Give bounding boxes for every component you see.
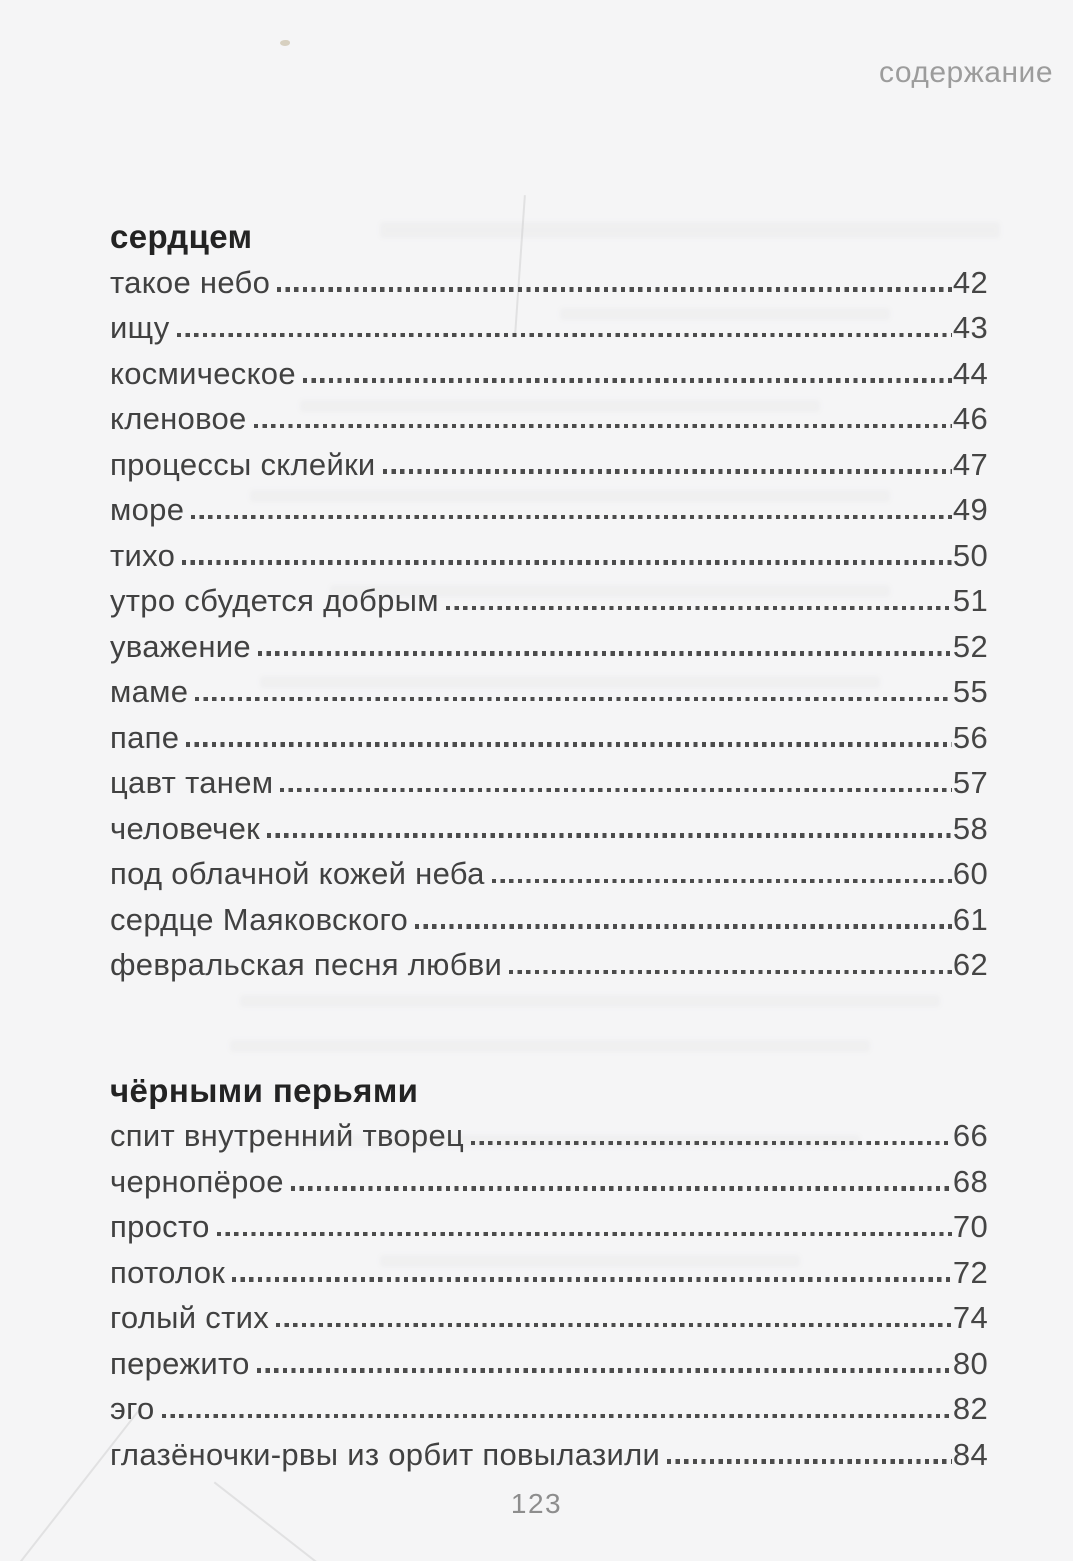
toc-entry	[110, 624, 988, 670]
toc-entry	[110, 1432, 988, 1478]
toc-entry	[110, 851, 988, 897]
toc-entry-page: 84	[952, 1436, 988, 1472]
toc-entry-page: 61	[952, 901, 988, 937]
toc-entry	[110, 1295, 988, 1341]
toc-entry-page: 80	[952, 1345, 988, 1381]
section-entries	[110, 1113, 988, 1477]
toc-entry-page: 60	[952, 856, 988, 891]
toc-entry-title: процессы склейки	[110, 446, 376, 482]
toc	[110, 214, 988, 1477]
running-head: содержание	[879, 56, 1053, 89]
toc-entry-page: 56	[952, 719, 988, 755]
toc-entry-title: человечек	[110, 810, 261, 846]
toc-entry-title: эго	[110, 1391, 155, 1426]
toc-entry-title: под облачной кожей неба	[110, 856, 485, 891]
section-title: чёрными перьями	[110, 1071, 419, 1109]
toc-entry	[110, 442, 988, 488]
toc-entry-title: уважение	[110, 628, 251, 664]
toc-entry-title: тихо	[110, 537, 176, 573]
toc-entry-title: февральская песня любви	[110, 947, 503, 982]
toc-entry-page: 70	[952, 1209, 988, 1244]
toc-entry-title: глазёночки-рвы из орбит повылазили	[110, 1436, 661, 1472]
toc-entry-title: просто	[110, 1209, 210, 1244]
toc-entry	[110, 806, 988, 852]
toc-entry-page: 55	[952, 674, 988, 709]
toc-entry	[110, 715, 988, 761]
toc-entry-title: маме	[110, 674, 189, 709]
toc-entry-title: спит внутренний творец	[110, 1118, 465, 1153]
toc-entry-page: 42	[952, 264, 988, 300]
toc-entry-title: такое небо	[110, 264, 271, 300]
toc-entry	[110, 942, 988, 988]
toc-entry-page: 46	[952, 401, 988, 436]
toc-entry-page: 51	[952, 583, 988, 618]
toc-entry-page: 44	[952, 355, 988, 391]
toc-entry-page: 72	[952, 1254, 988, 1290]
toc-entry-title: потолок	[110, 1254, 226, 1290]
toc-entry	[110, 1159, 988, 1205]
toc-entry-page: 68	[952, 1163, 988, 1199]
folio-page-number: 123	[510, 1488, 563, 1519]
toc-entry	[110, 305, 988, 351]
toc-entry-title: ищу	[110, 310, 170, 345]
toc-entry	[110, 669, 988, 715]
toc-entry-page: 49	[952, 492, 988, 527]
toc-entry-page: 57	[952, 765, 988, 800]
toc-entry	[110, 578, 988, 624]
toc-entry-page: 74	[952, 1300, 988, 1335]
section-entries	[110, 260, 988, 988]
toc-entry-title: утро сбудется добрым	[110, 583, 439, 618]
toc-entry-page: 62	[952, 947, 988, 982]
paper-speck	[280, 40, 290, 46]
toc-entry-page: 82	[952, 1391, 988, 1426]
toc-entry-title: сердце Маяковского	[110, 901, 409, 937]
toc-entry	[110, 260, 988, 306]
toc-entry-page: 50	[952, 537, 988, 573]
toc-entry	[110, 487, 988, 533]
toc-entry	[110, 1250, 988, 1296]
toc-entry	[110, 533, 988, 579]
toc-entry	[110, 351, 988, 397]
toc-entry-title: цавт танем	[110, 765, 274, 800]
toc-entry	[110, 1386, 988, 1432]
toc-entry	[110, 1204, 988, 1250]
toc-entry	[110, 396, 988, 442]
toc-entry	[110, 897, 988, 943]
toc-entry	[110, 1341, 988, 1387]
toc-entry-page: 52	[952, 628, 988, 664]
toc-entry-title: кленовое	[110, 401, 247, 436]
toc-entry-page: 66	[952, 1118, 988, 1153]
toc-entry	[110, 760, 988, 806]
toc-entry-title: папе	[110, 719, 180, 755]
toc-section	[110, 214, 988, 988]
toc-entry-title: космическое	[110, 355, 296, 391]
toc-entry-title: чернопёрое	[110, 1163, 284, 1199]
toc-entry	[110, 1113, 988, 1159]
toc-entry-title: голый стих	[110, 1300, 269, 1335]
section-title: сердцем	[110, 218, 253, 255]
toc-section	[110, 1068, 988, 1478]
toc-entry-page: 43	[952, 310, 988, 345]
toc-entry-page: 47	[952, 446, 988, 482]
toc-entry-title: пережито	[110, 1345, 250, 1381]
toc-entry-page: 58	[952, 810, 988, 846]
toc-entry-title: море	[110, 492, 185, 527]
